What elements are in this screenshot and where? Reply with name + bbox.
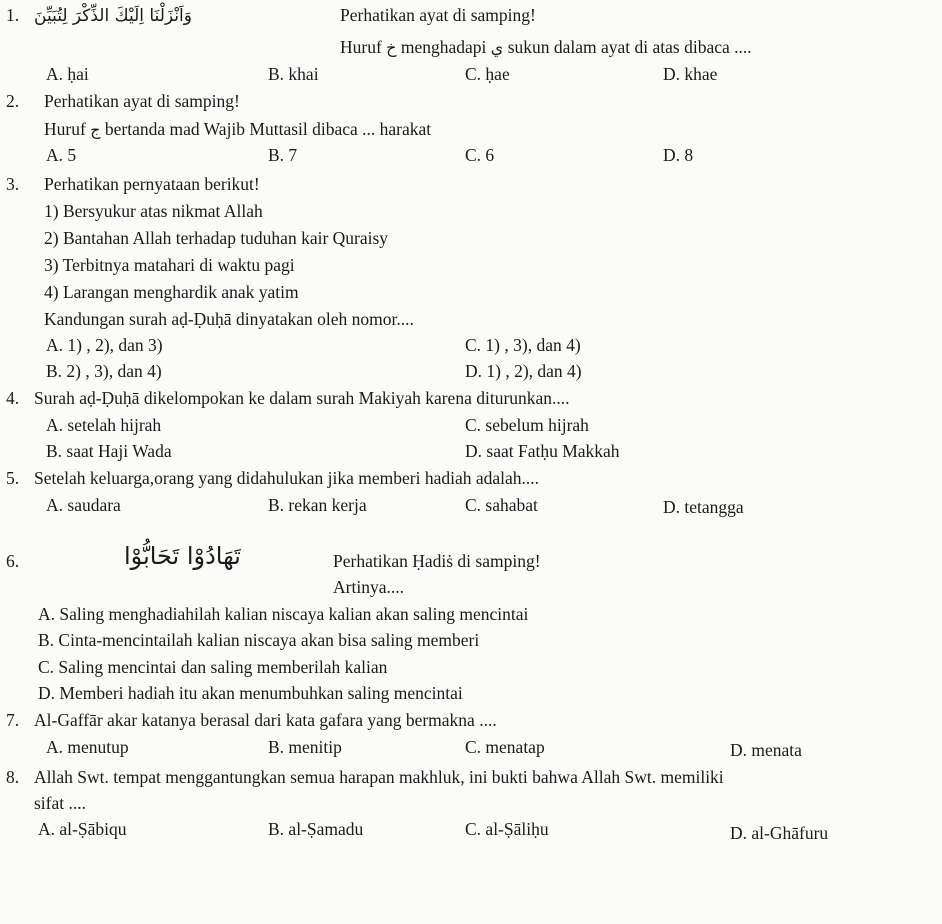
- option-d[interactable]: D. 8: [663, 145, 694, 165]
- option-a[interactable]: A. menutup: [46, 737, 129, 757]
- question-number: 6.: [6, 551, 20, 571]
- option-d[interactable]: D. 1) , 2), dan 4): [465, 361, 582, 381]
- option-b[interactable]: B. menitip: [268, 737, 342, 757]
- question-text: Kandungan surah aḍ-Ḍuḥā dinyatakan oleh nomor....: [44, 309, 414, 329]
- question-prompt: Allah Swt. tempat menggantungkan semua harapan makhluk, ini bukti bahwa Allah Swt. memiliki: [34, 767, 724, 787]
- option-c[interactable]: C. 1) , 3), dan 4): [465, 335, 581, 355]
- option-b[interactable]: B. saat Haji Wada: [46, 441, 172, 461]
- arabic-hadith-image: تَهَادُوْا تَحَابُّوْا: [124, 542, 241, 570]
- option-b[interactable]: B. rekan kerja: [268, 495, 367, 515]
- option-a[interactable]: A. 5: [46, 145, 77, 165]
- arabic-letter: خ: [386, 38, 397, 57]
- question-number: 7.: [6, 710, 20, 730]
- option-c[interactable]: C. ḥae: [465, 64, 510, 84]
- option-c[interactable]: C. al-Ṣāliḥu: [465, 819, 549, 839]
- question-prompt: Setelah keluarga,orang yang didahulukan jika memberi hadiah adalah....: [34, 468, 540, 488]
- option-b[interactable]: B. 7: [268, 145, 298, 165]
- question-number: 2.: [6, 91, 20, 111]
- arabic-verse-image: وَاَنْزَلْنَا اِلَيْكَ الذِّكْرَ لِتُبَيِّنَ: [34, 6, 192, 26]
- question-prompt-continued: sifat ....: [34, 793, 87, 813]
- arabic-letter: ي: [490, 38, 504, 57]
- option-b[interactable]: B. 2) , 3), dan 4): [46, 361, 162, 381]
- question-prompt: Perhatikan pernyataan berikut!: [44, 174, 260, 194]
- option-a[interactable]: A. setelah hijrah: [46, 415, 162, 435]
- option-c[interactable]: C. 6: [465, 145, 495, 165]
- option-a[interactable]: A. 1) , 2), dan 3): [46, 335, 163, 355]
- option-c[interactable]: C. menatap: [465, 737, 545, 757]
- option-a[interactable]: A. al-Ṣābiqu: [38, 819, 127, 839]
- option-b[interactable]: B. al-Ṣamadu: [268, 819, 364, 839]
- question-number: 1.: [6, 5, 20, 25]
- question-subprompt: Artinya....: [333, 577, 404, 597]
- question-text: Huruf خ menghadapi ي sukun dalam ayat di atas dibaca ....: [340, 37, 752, 57]
- statement-4: 4) Larangan menghardik anak yatim: [44, 282, 299, 302]
- question-prompt: Perhatikan ayat di samping!: [340, 5, 536, 25]
- option-d[interactable]: D. tetangga: [663, 497, 744, 517]
- statement-1: 1) Bersyukur atas nikmat Allah: [44, 201, 263, 221]
- option-c[interactable]: C. sahabat: [465, 495, 538, 515]
- question-number: 3.: [6, 174, 20, 194]
- option-b[interactable]: B. Cinta-mencintailah kalian niscaya akan bisa saling memberi: [38, 630, 480, 650]
- question-prompt: Perhatikan ayat di samping!: [44, 91, 240, 111]
- option-d[interactable]: D. Memberi hadiah itu akan menumbuhkan saling mencintai: [38, 683, 463, 703]
- option-b[interactable]: B. khai: [268, 64, 319, 84]
- question-number: 5.: [6, 468, 20, 488]
- question-text: Huruf ج bertanda mad Wajib Muttasil dibaca ... harakat: [44, 119, 432, 139]
- statement-2: 2) Bantahan Allah terhadap tuduhan kair Quraisy: [44, 228, 389, 248]
- option-c[interactable]: C. sebelum hijrah: [465, 415, 589, 435]
- option-a[interactable]: A. ḥai: [46, 64, 89, 84]
- option-d[interactable]: D. khae: [663, 64, 718, 84]
- option-d[interactable]: D. menata: [730, 740, 802, 760]
- statement-3: 3) Terbitnya matahari di waktu pagi: [44, 255, 295, 275]
- option-a[interactable]: A. Saling menghadiahilah kalian niscaya kalian akan saling mencintai: [38, 604, 529, 624]
- question-prompt: Surah aḍ-Ḍuḥā dikelompokan ke dalam surah Makiyah karena diturunkan....: [34, 388, 570, 408]
- question-prompt: Al-Gaffār akar katanya berasal dari kata gafara yang bermakna ....: [34, 710, 497, 730]
- option-c[interactable]: C. Saling mencintai dan saling memberilah kalian: [38, 657, 388, 677]
- question-prompt: Perhatikan Ḥadiṡ di samping!: [333, 551, 541, 571]
- question-number: 4.: [6, 388, 20, 408]
- option-d[interactable]: D. al-Ghāfuru: [730, 823, 829, 843]
- option-a[interactable]: A. saudara: [46, 495, 121, 515]
- arabic-letter: ج: [90, 120, 101, 139]
- question-number: 8.: [6, 767, 20, 787]
- option-d[interactable]: D. saat Fatḥu Makkah: [465, 441, 620, 461]
